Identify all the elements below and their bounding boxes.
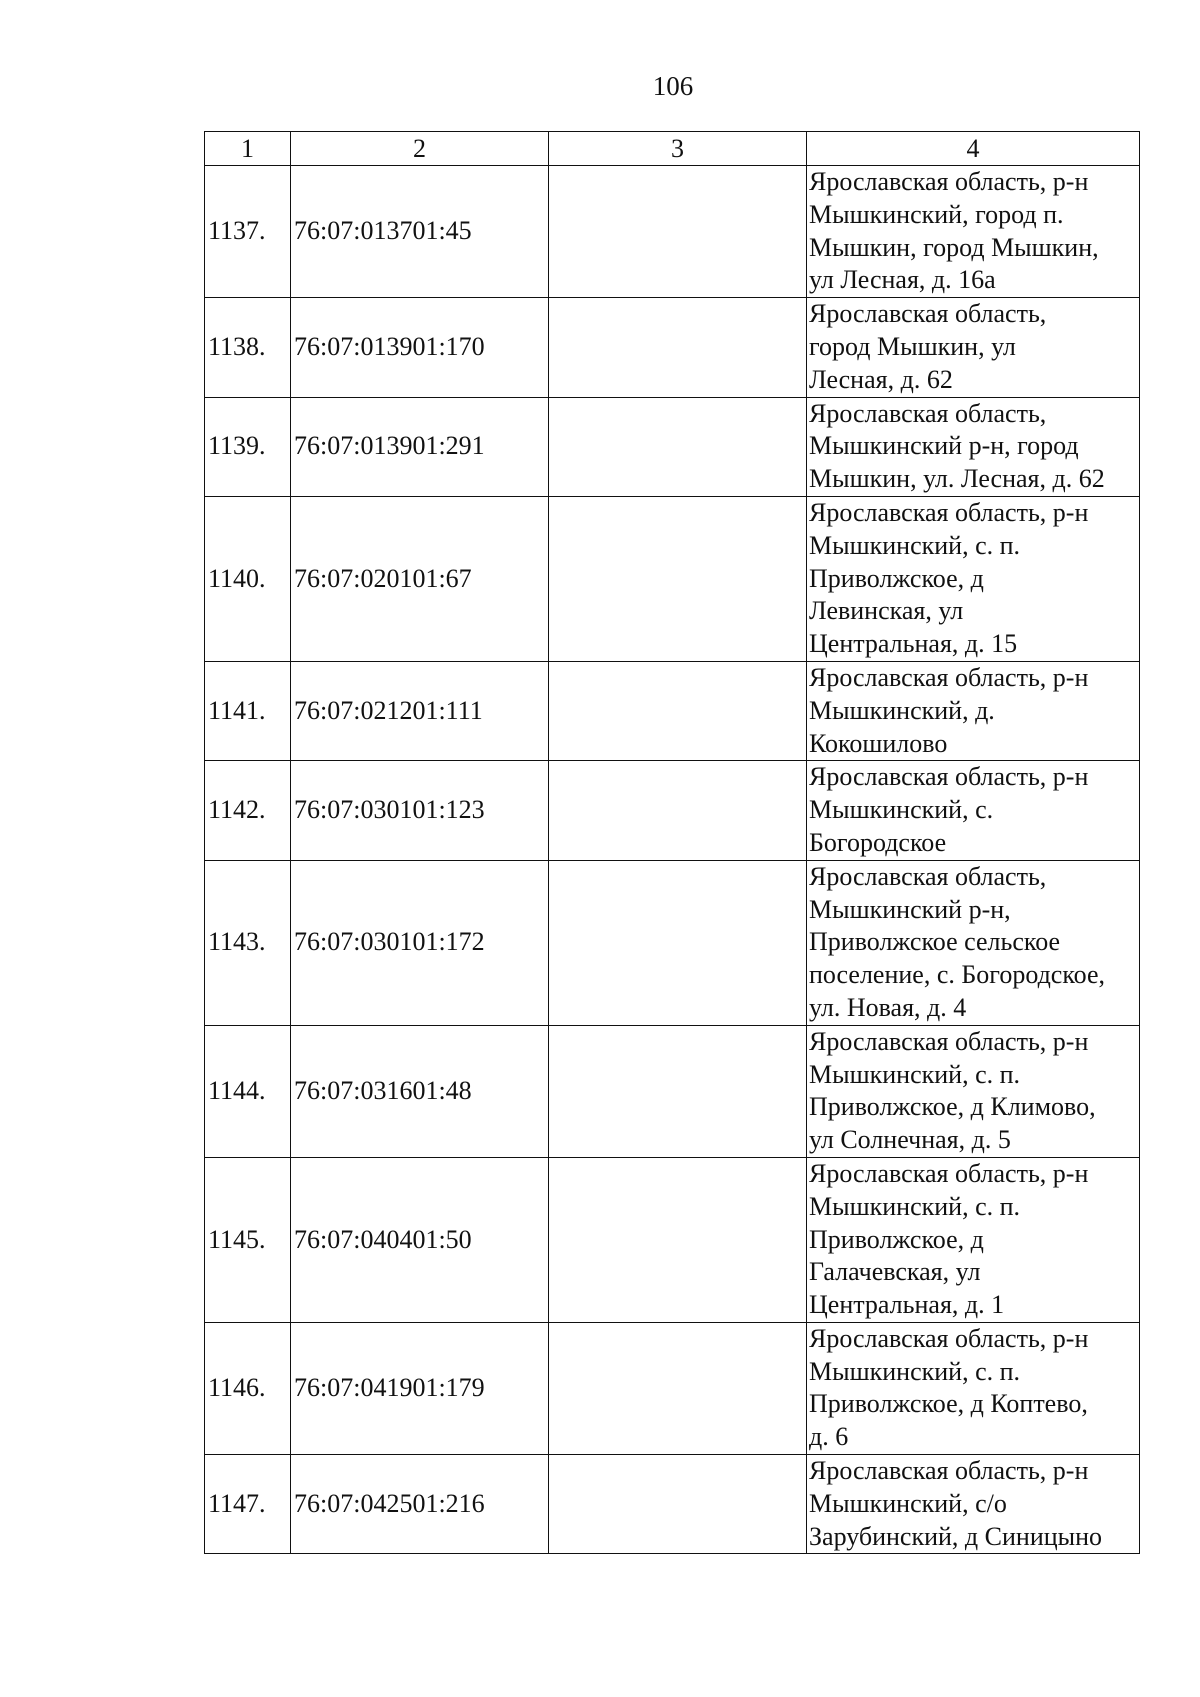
address-line: Мышкинский р-н,	[809, 894, 1011, 924]
row-number: 1138.	[205, 298, 291, 397]
address-line: Приволжское, д	[809, 563, 984, 593]
address-line: Ярославская область, р-н	[809, 167, 1089, 196]
table-row	[205, 397, 1140, 496]
column-3-cell	[549, 1455, 807, 1554]
cadastral-number: 76:07:030101:123	[291, 761, 549, 860]
address-line: Ярославская область,	[809, 861, 1047, 891]
row-number: 1147.	[205, 1455, 291, 1554]
address-cell	[807, 496, 1140, 661]
header-col-1: 1	[205, 132, 291, 166]
address-cell	[807, 661, 1140, 760]
header-col-2: 2	[291, 132, 549, 166]
address-line: Мышкинский, с.	[809, 795, 994, 825]
page-number: 106	[652, 71, 694, 101]
address-cell	[807, 397, 1140, 496]
address-cell	[807, 166, 1140, 298]
row-number: 1144.	[205, 1025, 291, 1157]
table-body	[205, 166, 1140, 1554]
address-line: д. 6	[809, 1422, 849, 1452]
table-header	[205, 132, 1140, 166]
column-3-cell	[549, 1157, 807, 1322]
column-3-cell	[549, 298, 807, 397]
table-row	[205, 761, 1140, 860]
registry-table	[204, 131, 1140, 1554]
address-line: ул Солнечная, д. 5	[809, 1125, 1011, 1155]
column-3-cell	[549, 166, 807, 298]
column-3-cell	[549, 1322, 807, 1454]
table-row	[205, 1455, 1140, 1554]
row-number: 1146.	[205, 1322, 291, 1454]
address-cell	[807, 860, 1140, 1025]
address-line: Мышкинский, д.	[809, 695, 995, 725]
address-line: Левинская, ул	[809, 596, 964, 626]
address-line: Приволжское, д	[809, 1224, 984, 1254]
address-line: Приволжское, д Коптево,	[809, 1389, 1088, 1419]
header-col-3: 3	[549, 132, 807, 166]
address-cell	[807, 1157, 1140, 1322]
address-line: Ярославская область,	[809, 299, 1047, 329]
row-number: 1139.	[205, 397, 291, 496]
cadastral-number: 76:07:021201:111	[291, 661, 549, 760]
address-line: Богородское	[809, 827, 947, 857]
header-col-4: 4	[807, 132, 1140, 166]
address-line: Ярославская область, р-н	[809, 1456, 1089, 1486]
cadastral-number: 76:07:030101:172	[291, 860, 549, 1025]
header-row	[205, 132, 1140, 166]
address-cell	[807, 761, 1140, 860]
address-line: Мышкинский, с/о	[809, 1488, 1007, 1518]
row-number: 1137.	[205, 166, 291, 298]
address-line: ул. Новая, д. 4	[809, 992, 967, 1022]
address-line: Кокошилово	[809, 728, 948, 758]
address-line: Ярославская область, р-н	[809, 1158, 1089, 1188]
address-line: Мышкин, город Мышкин,	[809, 232, 1099, 262]
address-line: Мышкин, ул. Лесная, д. 62	[809, 464, 1105, 494]
table-row	[205, 1157, 1140, 1322]
address-cell	[807, 1322, 1140, 1454]
table-row	[205, 298, 1140, 397]
address-line: Мышкинский, с. п.	[809, 1191, 1021, 1221]
address-line: ул Лесная, д. 16а	[809, 265, 996, 295]
table-row	[205, 1025, 1140, 1157]
address-line: Мышкинский, с. п.	[809, 1059, 1021, 1089]
table-row	[205, 661, 1140, 760]
address-line: Мышкинский, город п.	[809, 199, 1064, 229]
row-number: 1141.	[205, 661, 291, 760]
address-line: Ярославская область,	[809, 398, 1047, 428]
address-line: Мышкинский р-н, город	[809, 431, 1079, 461]
table-row	[205, 496, 1140, 661]
column-3-cell	[549, 661, 807, 760]
column-3-cell	[549, 761, 807, 860]
row-number: 1145.	[205, 1157, 291, 1322]
row-number: 1143.	[205, 860, 291, 1025]
address-line: Ярославская область, р-н	[809, 497, 1089, 527]
address-line: Лесная, д. 62	[809, 364, 953, 394]
address-cell	[807, 298, 1140, 397]
address-line: поселение, с. Богородское,	[809, 960, 1106, 990]
column-3-cell	[549, 1025, 807, 1157]
cadastral-number: 76:07:013701:45	[291, 166, 549, 298]
address-line: Ярославская область, р-н	[809, 762, 1089, 792]
cadastral-number: 76:07:042501:216	[291, 1455, 549, 1554]
address-line: Приволжское, д Климово,	[809, 1092, 1096, 1122]
cadastral-number: 76:07:020101:67	[291, 496, 549, 661]
address-line: Ярославская область, р-н	[809, 662, 1089, 692]
address-line: Галачевская, ул	[809, 1257, 981, 1287]
address-line: город Мышкин, ул	[809, 331, 1016, 361]
column-3-cell	[549, 496, 807, 661]
row-number: 1142.	[205, 761, 291, 860]
address-line: Ярославская область, р-н	[809, 1026, 1089, 1056]
address-line: Приволжское сельское	[809, 927, 1061, 957]
address-line: Ярославская область, р-н	[809, 1323, 1089, 1353]
table-row	[205, 860, 1140, 1025]
column-3-cell	[549, 860, 807, 1025]
cadastral-number: 76:07:013901:291	[291, 397, 549, 496]
cadastral-number: 76:07:013901:170	[291, 298, 549, 397]
row-number: 1140.	[205, 496, 291, 661]
address-line: Центральная, д. 1	[809, 1290, 1005, 1320]
column-3-cell	[549, 397, 807, 496]
address-line: Зарубинский, д Синицыно	[809, 1521, 1103, 1551]
cadastral-number: 76:07:041901:179	[291, 1322, 549, 1454]
address-cell	[807, 1025, 1140, 1157]
cadastral-number: 76:07:031601:48	[291, 1025, 549, 1157]
cadastral-number: 76:07:040401:50	[291, 1157, 549, 1322]
address-line: Мышкинский, с. п.	[809, 530, 1021, 560]
address-line: Мышкинский, с. п.	[809, 1356, 1021, 1386]
table-row	[205, 166, 1140, 298]
address-cell	[807, 1455, 1140, 1554]
table-row	[205, 1322, 1140, 1454]
address-line: Центральная, д. 15	[809, 629, 1018, 659]
